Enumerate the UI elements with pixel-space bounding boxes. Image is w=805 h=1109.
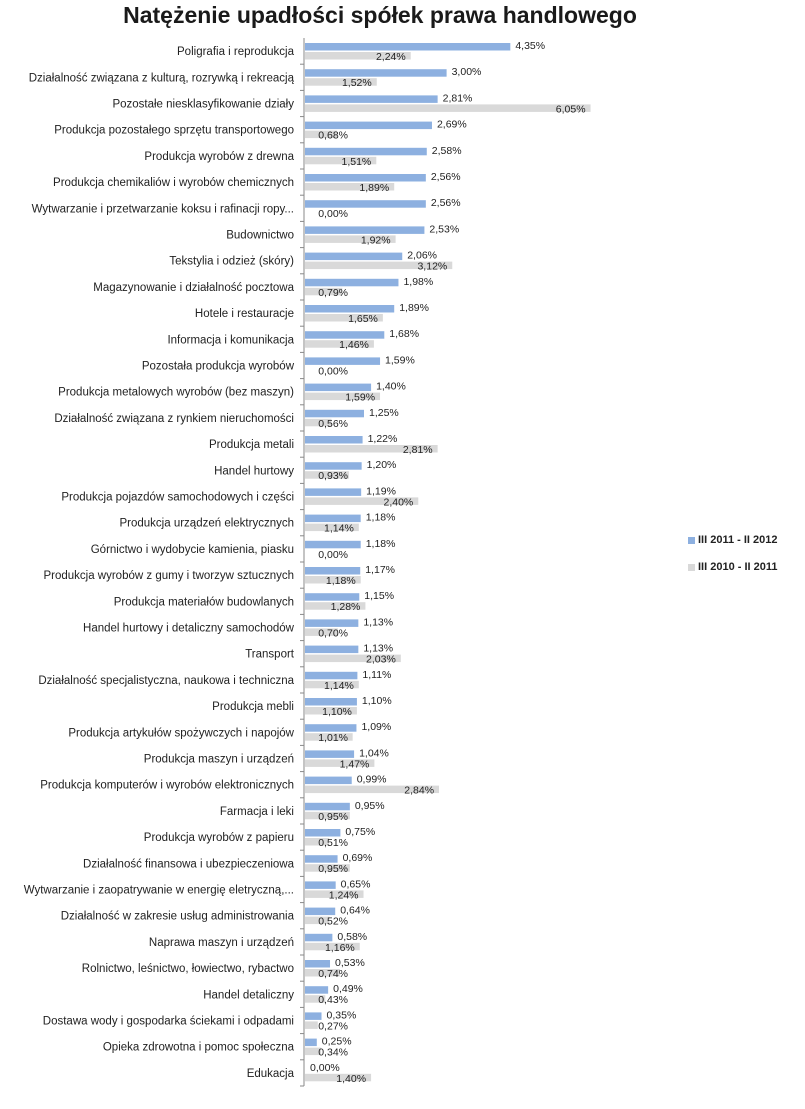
data-label-series-1: 1,09%: [361, 721, 392, 734]
data-label-series-1: 4,35%: [515, 40, 546, 52]
bar-series-1: [305, 646, 358, 654]
data-label-series-2: 0,93%: [318, 470, 348, 483]
category-label: Rolnictwo, leśnictwo, łowiectwo, rybactwo: [81, 963, 294, 976]
category-label: Produkcja urządzeń elektrycznych: [119, 517, 294, 530]
data-label-series-2: 1,24%: [328, 889, 359, 902]
bar-series-1: [305, 69, 447, 77]
data-label-series-2: 1,40%: [336, 1072, 367, 1085]
bar-series-1: [305, 1012, 322, 1020]
data-label-series-2: 0,74%: [318, 968, 348, 980]
category-label: Produkcja wyrobów z drewna: [144, 150, 294, 163]
bar-series-1: [305, 515, 361, 523]
category-label: Handel detaliczny: [203, 989, 294, 1002]
bar-series-1: [305, 986, 328, 994]
legend-label: III 2011 - II 2012: [698, 534, 778, 546]
bar-series-1: [305, 777, 352, 785]
bar-series-1: [305, 148, 427, 156]
legend-label: III 2010 - II 2011: [698, 561, 778, 573]
category-label: Działalność finansowa i ubezpieczeniowa: [83, 858, 294, 871]
data-label-series-2: 1,92%: [360, 234, 391, 247]
data-label-series-1: 1,22%: [367, 433, 398, 445]
bar-series-1: [305, 829, 340, 837]
data-label-series-2: 0,70%: [318, 627, 348, 640]
bar-series-1: [305, 279, 398, 287]
bar-series-1: [305, 122, 432, 130]
data-label-series-1: 0,64%: [340, 904, 370, 917]
data-label-series-1: 1,89%: [399, 302, 429, 314]
category-label: Budownictwo: [226, 229, 294, 242]
data-label-series-2: 1,14%: [324, 522, 354, 535]
data-label-series-1: 0,53%: [335, 957, 365, 969]
bar-series-1: [305, 541, 361, 549]
data-label-series-1: 0,25%: [321, 1035, 352, 1048]
category-label: Handel hurtowy: [214, 465, 294, 478]
data-label-series-2: 1,14%: [324, 679, 354, 692]
bar-series-1: [305, 855, 338, 863]
bar-series-1: [305, 95, 438, 103]
category-label: Produkcja artykułów spożywczych i napojów: [68, 727, 294, 740]
category-label: Handel hurtowy i detaliczny samochodów: [83, 622, 294, 635]
category-label: Hotele i restauracje: [194, 308, 294, 321]
category-label: Dostawa wody i gospodarka ściekami i odpadami: [42, 1015, 294, 1028]
category-label: Poligrafia i reprodukcja: [177, 46, 294, 59]
bar-series-1: [305, 750, 354, 758]
data-label-series-1: 1,15%: [364, 590, 395, 603]
data-label-series-2: 1,46%: [339, 339, 369, 352]
category-label: Naprawa maszyn i urządzeń: [148, 936, 294, 949]
data-label-series-2: 0,00%: [318, 365, 348, 378]
data-label-series-1: 2,06%: [407, 249, 438, 262]
data-label-series-1: 1,18%: [365, 511, 396, 524]
category-label: Informacja i komunikacja: [167, 334, 294, 347]
category-label: Pozostała produkcja wyrobów: [141, 360, 294, 373]
data-label-series-1: 3,00%: [451, 66, 482, 79]
data-label-series-1: 1,18%: [365, 537, 396, 550]
data-label-series-2: 0,52%: [318, 915, 348, 928]
data-label-series-1: 1,11%: [362, 668, 392, 681]
data-label-series-1: 2,56%: [430, 197, 461, 210]
bar-series-2: [305, 1021, 318, 1029]
bar-series-1: [305, 410, 364, 418]
bar-series-1: [305, 226, 424, 234]
bar-series-1: [305, 384, 371, 392]
category-label: Górnictwo i wydobycie kamienia, piasku: [90, 543, 294, 556]
bar-series-1: [305, 488, 361, 496]
data-label-series-1: 0,35%: [326, 1009, 357, 1022]
data-label-series-1: 2,53%: [429, 223, 460, 236]
data-label-series-1: 0,49%: [333, 983, 363, 996]
data-label-series-2: 2,84%: [404, 784, 435, 797]
data-label-series-2: 0,34%: [318, 1046, 348, 1059]
data-label-series-2: 6,05%: [555, 103, 586, 116]
bar-series-1: [305, 672, 357, 680]
data-label-series-2: 1,18%: [325, 575, 356, 587]
category-label: Produkcja komputerów i wyrobów elektronicznych: [40, 779, 294, 792]
category-label: Produkcja metalowych wyrobów (bez maszyn): [58, 386, 294, 399]
category-label: Produkcja pojazdów samochodowych i części: [61, 491, 294, 504]
data-label-series-2: 0,27%: [318, 1020, 348, 1033]
data-label-series-2: 1,10%: [322, 706, 352, 718]
bar-series-1: [305, 200, 426, 208]
bar-series-1: [305, 934, 332, 942]
data-label-series-2: 1,28%: [330, 601, 361, 614]
chart-title: Natężenie upadłości spółek prawa handlowego: [123, 2, 637, 28]
data-label-series-1: 2,81%: [442, 92, 473, 105]
bar-series-1: [305, 960, 330, 968]
data-label-series-2: 0,56%: [318, 417, 348, 430]
data-label-series-1: 1,20%: [366, 459, 397, 472]
bar-series-1: [305, 1039, 317, 1047]
data-label-series-2: 0,00%: [318, 548, 348, 561]
legend-swatch: [688, 564, 695, 571]
data-label-series-2: 2,81%: [402, 444, 433, 456]
bar-series-1: [305, 724, 356, 732]
data-label-series-2: 0,95%: [318, 863, 348, 876]
data-label-series-2: 1,65%: [348, 313, 378, 325]
data-label-series-1: 2,56%: [430, 171, 461, 183]
data-label-series-1: 1,40%: [376, 380, 406, 393]
category-label: Produkcja materiałów budowlanych: [113, 596, 294, 609]
data-label-series-2: 0,79%: [318, 286, 348, 299]
bar-series-1: [305, 462, 362, 470]
data-label-series-1: 0,65%: [340, 878, 371, 891]
data-label-series-1: 0,69%: [342, 852, 373, 865]
bar-series-1: [305, 803, 350, 811]
legend-swatch: [688, 537, 695, 544]
data-label-series-2: 1,16%: [324, 941, 355, 954]
category-label: Działalność w zakresie usług administrowania: [60, 910, 294, 923]
data-label-series-1: 1,98%: [403, 275, 434, 288]
data-label-series-1: 2,69%: [436, 118, 467, 131]
data-label-series-1: 1,13%: [363, 642, 394, 655]
data-label-series-2: 1,51%: [341, 155, 372, 168]
data-label-series-2: 1,01%: [318, 732, 348, 745]
data-label-series-1: 0,95%: [354, 799, 385, 812]
data-label-series-2: 1,89%: [359, 182, 390, 194]
category-label: Transport: [245, 648, 294, 661]
data-label-series-1: 1,68%: [389, 328, 420, 341]
bar-series-1: [305, 174, 426, 182]
data-label-series-2: 2,24%: [375, 51, 406, 63]
bar-series-1: [305, 619, 358, 627]
bar-series-1: [305, 305, 394, 313]
category-label: Produkcja pozostałego sprzętu transportowego: [54, 124, 294, 137]
bar-series-1: [305, 881, 336, 889]
category-label: Działalność związana z kulturą, rozrywką i rekreacją: [28, 72, 294, 85]
legend-item-series-1: [688, 534, 778, 546]
bar-series-1: [305, 253, 402, 261]
category-label: Pozostałe niesklasyfikowanie działy: [112, 98, 294, 111]
data-label-series-1: 0,58%: [337, 930, 368, 943]
bar-series-2: [305, 104, 591, 112]
bar-series-1: [305, 908, 335, 916]
bar-series-1: [305, 593, 359, 601]
category-label: Farmacja i leki: [219, 805, 294, 818]
data-label-series-1: 0,00%: [310, 1061, 340, 1074]
data-label-series-2: 1,59%: [345, 391, 376, 404]
category-label: Wytwarzanie i przetwarzanie koksu i rafinacji ropy...: [31, 203, 294, 216]
data-label-series-1: 1,59%: [385, 354, 415, 367]
category-label: Produkcja metali: [208, 439, 294, 452]
bar-series-1: [305, 43, 510, 51]
category-label: Produkcja maszyn i urządzeń: [143, 753, 294, 766]
data-label-series-1: 1,13%: [363, 616, 394, 629]
data-label-series-1: 1,10%: [361, 695, 392, 707]
category-label: Produkcja mebli: [212, 701, 294, 714]
bar-series-1: [305, 567, 360, 575]
category-label: Opieka zdrowotna i pomoc społeczna: [102, 1041, 294, 1054]
bar-series-1: [305, 357, 380, 365]
data-label-series-2: 0,43%: [318, 994, 348, 1007]
category-label: Magazynowanie i działalność pocztowa: [93, 281, 294, 294]
data-label-series-1: 1,04%: [359, 747, 389, 760]
data-label-series-2: 0,51%: [318, 837, 348, 849]
data-label-series-2: 0,95%: [318, 810, 348, 823]
category-label: Tekstylia i odzież (skóry): [169, 255, 294, 268]
data-label-series-2: 2,03%: [366, 653, 396, 666]
data-label-series-2: 1,47%: [339, 758, 370, 771]
data-label-series-2: 0,68%: [318, 129, 348, 142]
bar-series-1: [305, 331, 384, 339]
data-label-series-1: 1,17%: [365, 564, 396, 576]
data-label-series-1: 0,99%: [356, 773, 387, 786]
data-label-series-2: 0,00%: [318, 208, 348, 221]
category-label: Produkcja chemikaliów i wyrobów chemicznych: [53, 177, 294, 190]
category-label: Działalność specjalistyczna, naukowa i techniczna: [38, 674, 294, 687]
data-label-series-1: 1,19%: [366, 485, 396, 498]
data-label-series-2: 2,40%: [383, 496, 414, 509]
category-label: Wytwarzanie i zaopatrywanie w energię eletryczną,...: [23, 884, 294, 897]
category-label: Działalność związana z rynkiem nieruchomości: [54, 412, 294, 425]
bar-series-1: [305, 436, 363, 444]
category-label: Edukacja: [246, 1067, 294, 1080]
data-label-series-1: 2,58%: [431, 144, 462, 157]
category-label: Produkcja wyrobów z papieru: [143, 832, 294, 845]
category-label: Produkcja wyrobów z gumy i tworzyw sztucznych: [43, 570, 294, 583]
legend-item-series-2: [688, 561, 778, 573]
bar-series-1: [305, 698, 357, 706]
data-label-series-1: 0,75%: [345, 826, 376, 838]
data-label-series-2: 1,52%: [341, 77, 372, 90]
data-label-series-1: 1,25%: [369, 406, 399, 419]
data-label-series-2: 3,12%: [417, 260, 448, 273]
